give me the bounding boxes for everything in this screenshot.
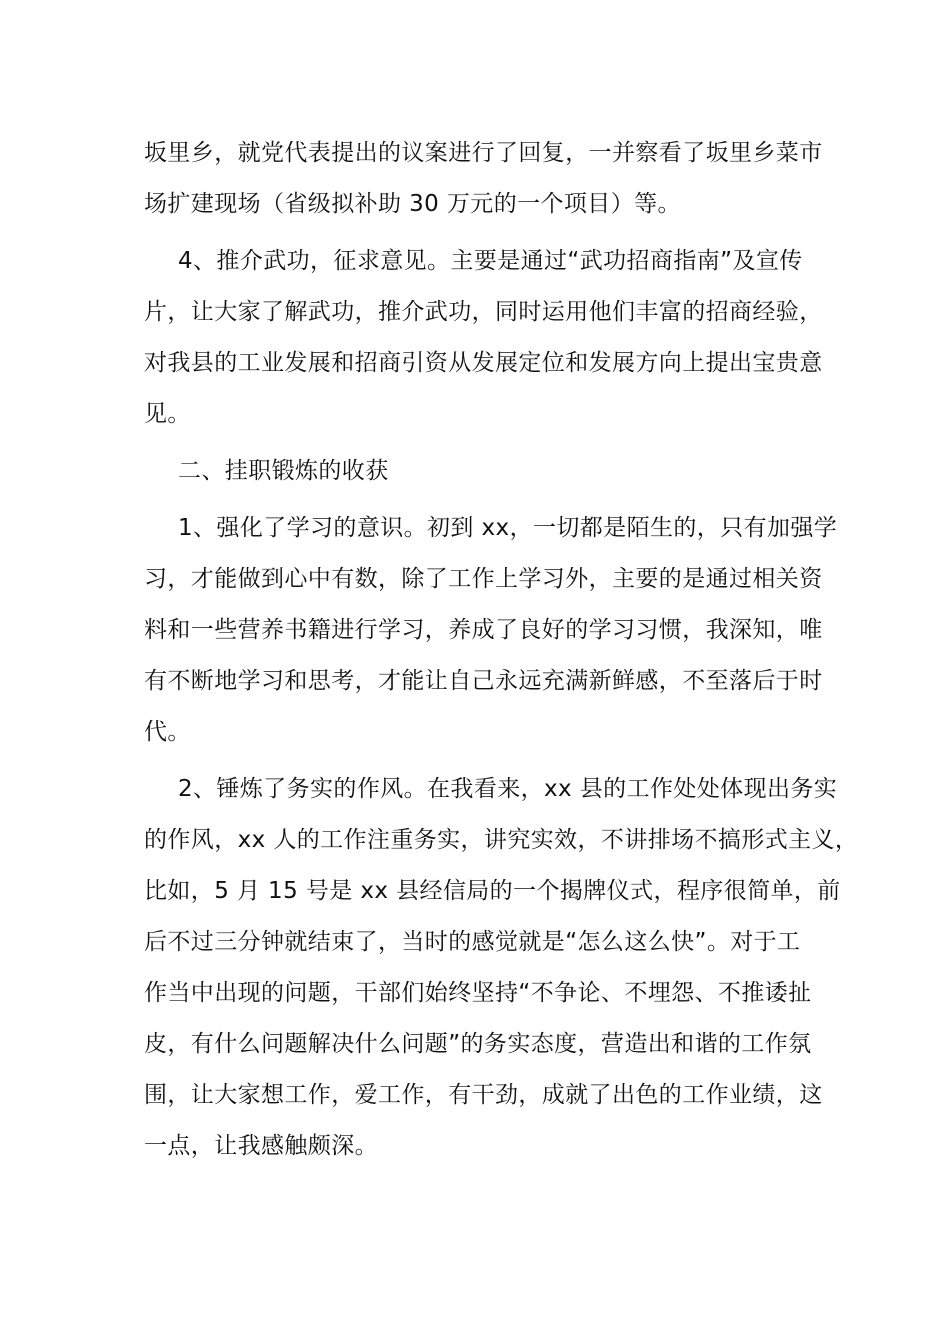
text-line: 2、锤炼了务实的作风。在我看来，xx 县的工作处处体现出务实: [178, 776, 838, 802]
text-line: 坂里乡，就党代表提出的议案进行了回复，一并察看了坂里乡菜市: [144, 140, 823, 166]
text-line: 1、强化了学习的意识。初到 xx，一切都是陌生的，只有加强学: [178, 515, 838, 541]
document-page: [144, 128, 859, 1172]
text-line: 围，让大家想工作，爱工作，有干劲，成就了出色的工作业绩，这: [144, 1082, 823, 1108]
text-line: 见。: [144, 401, 191, 427]
text-line: 皮，有什么问题解决什么问题”的务实态度，营造出和谐的工作氛: [144, 1031, 812, 1057]
paragraph-continuation: [144, 128, 823, 230]
text-line: 的作风，xx 人的工作注重务实，讲究实效，不讲排场不搞形式主义，: [144, 827, 859, 853]
section-heading: [144, 446, 810, 497]
text-line: 4、推介武功，征求意见。主要是通过“武功招商指南”及宣传: [178, 248, 803, 274]
text-line: 比如，5 月 15 号是 xx 县经信局的一个揭牌仪式，程序很简单，前: [144, 878, 841, 904]
text-line: 代。: [144, 719, 191, 745]
paragraph-gain-1: [144, 503, 838, 758]
text-line: 后不过三分钟就结束了，当时的感觉就是“怎么这么快”。对于工: [144, 929, 801, 955]
text-line: 二、挂职锻炼的收获: [178, 458, 389, 484]
paragraph-item-4: [144, 236, 823, 440]
text-line: 有不断地学习和思考，才能让自己永远充满新鲜感，不至落后于时: [144, 668, 823, 694]
text-line: 片，让大家了解武功，推介武功，同时运用他们丰富的招商经验，: [144, 299, 823, 325]
text-line: 一点，让我感触颇深。: [144, 1133, 378, 1159]
text-line: 料和一些营养书籍进行学习，养成了良好的学习习惯，我深知，唯: [144, 617, 823, 643]
text-line: 作当中出现的问题，干部们始终坚持“不争论、不埋怨、不推诿扯: [144, 980, 812, 1006]
text-line: 场扩建现场（省级拟补助 30 万元的一个项目）等。: [144, 191, 681, 217]
text-line: 对我县的工业发展和招商引资从发展定位和发展方向上提出宝贵意: [144, 350, 823, 376]
paragraph-gain-2: [144, 764, 859, 1172]
text-line: 习，才能做到心中有数，除了工作上学习外，主要的是通过相关资: [144, 566, 823, 592]
